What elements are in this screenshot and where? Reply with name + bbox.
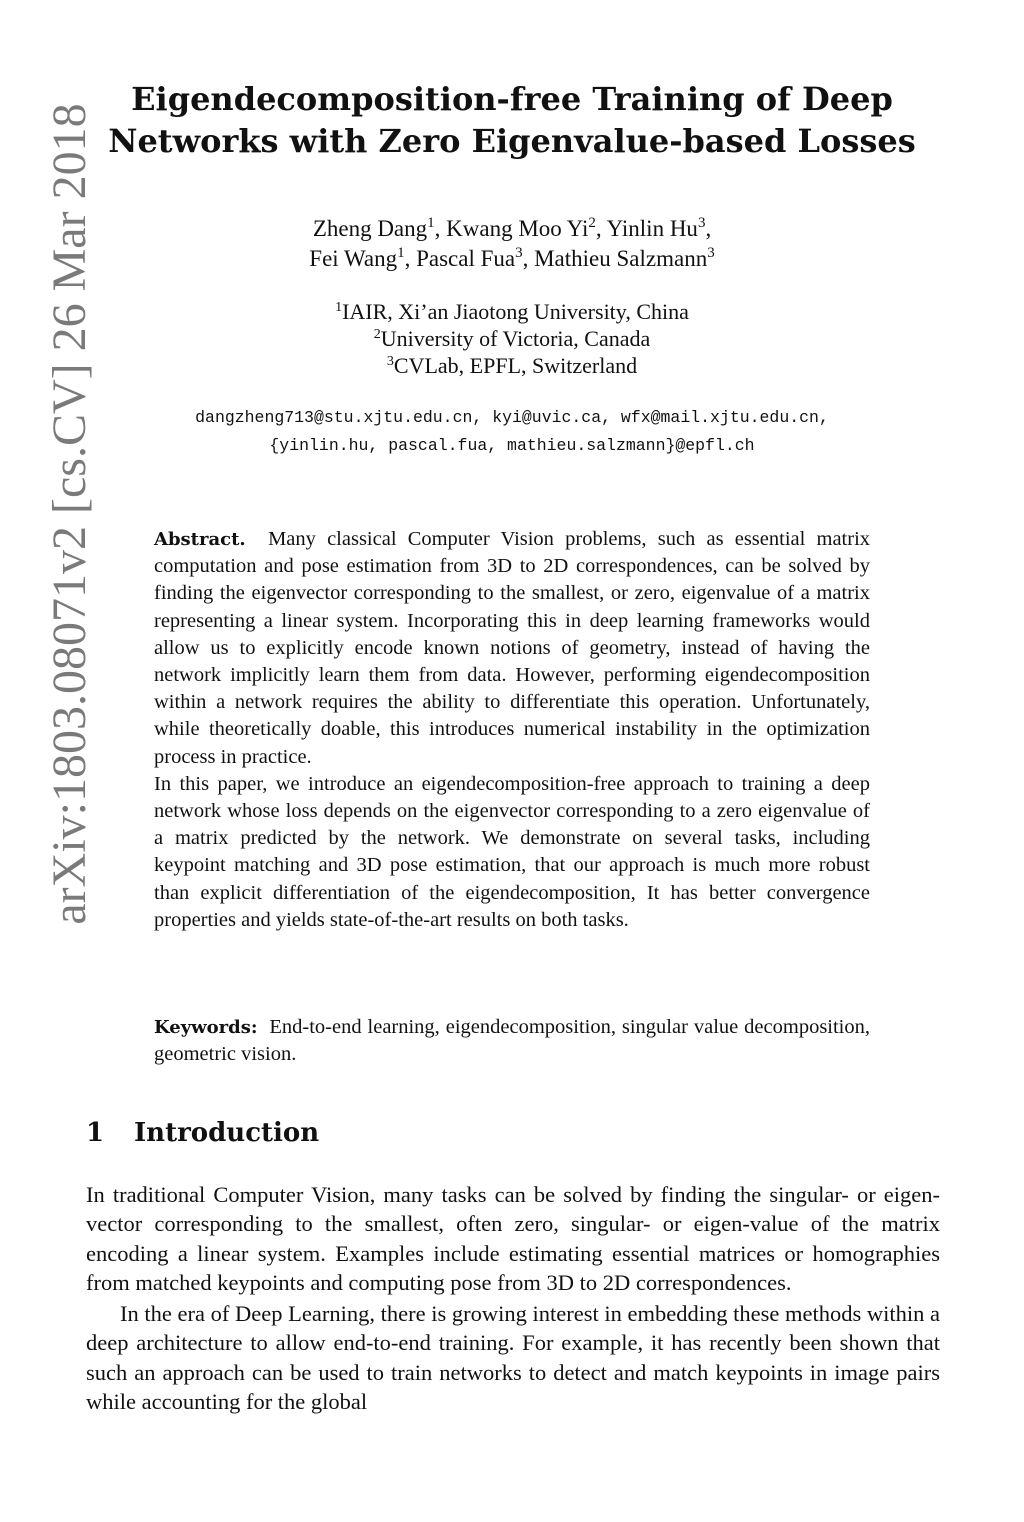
- affiliation-mark: 3: [386, 354, 394, 369]
- author-name: Pascal Fua: [416, 246, 516, 271]
- affiliation-mark: 1: [335, 300, 343, 315]
- author-name: Fei Wang: [309, 246, 398, 271]
- author-affil-mark: 2: [588, 215, 596, 231]
- affiliation: [100, 325, 924, 352]
- author-affil-mark: 1: [427, 215, 435, 231]
- author-affil-mark: 1: [397, 245, 405, 261]
- author-name: Zheng Dang: [312, 216, 428, 241]
- affiliation-text: IAIR, Xi’an Jiaotong University, China: [342, 299, 689, 324]
- author-name: Kwang Moo Yi: [446, 216, 589, 241]
- keywords-text: End-to-end learning, eigendecomposition, singular value decomposition, geometric vision.: [154, 1016, 871, 1066]
- affiliation: [100, 298, 924, 325]
- abstract-text-1: Many classical Computer Vision problems, such as essential matrix computation and pose estimation from 3D to 2D correspondences, can be solved by finding the eigenvector corresponding to the smallest, or zero, eigenvalue of a matrix representing a linear system. Incorporating this in deep learning frameworks would allow us to explicitly encode known notions of geometry, instead of having the network implicitly learn them from data. However, performing eigendecomposition within a network requires the ability to differentiate this operation. Unfortunately, while theoretically doable, this introduces numerical instability in the optimization process in practice.: [154, 528, 871, 768]
- introduction-body: [86, 1180, 940, 1416]
- abstract-label: Abstract.: [154, 529, 246, 550]
- author-affil-mark: 3: [707, 245, 715, 261]
- author-list: [100, 214, 924, 274]
- arxiv-sidebar-stamp: arXiv:1803.08071v2 [cs.CV] 26 Mar 2018: [43, 103, 96, 925]
- abstract-paragraph-1: [154, 526, 870, 771]
- section-number: 1: [86, 1118, 105, 1148]
- affiliation: [100, 352, 924, 379]
- abstract: [154, 526, 870, 934]
- keywords: [154, 1014, 870, 1068]
- section-heading-introduction: [86, 1116, 319, 1150]
- email-line-1: dangzheng713@stu.xjtu.edu.cn, kyi@uvic.ca, wfx@mail.xjtu.edu.cn,: [195, 408, 829, 427]
- author-name: Yinlin Hu: [606, 216, 698, 241]
- title-line-1: Eigendecomposition-free Training of Deep: [131, 80, 893, 118]
- author-emails: [100, 404, 924, 460]
- author-line-2: Fei Wang$^1$, Pascal Fua$^3$, Mathieu Salzmann$^3$: [309, 245, 715, 271]
- affiliation-text: University of Victoria, Canada: [380, 326, 651, 351]
- body-paragraph-2: In the era of Deep Learning, there is growing interest in embedding these methods within a deep architecture to allow end-to-end training. For example, it has recently been shown that such an approach can be used to train networks to detect and match keypoints in image pairs while accounting for the global: [86, 1301, 940, 1415]
- affiliation-text: CVLab, EPFL, Switzerland: [393, 353, 638, 378]
- author-line-1: Zheng Dang$^1$, Kwang Moo Yi$^2$, Yinlin Hu$^3$,: [312, 215, 712, 241]
- affiliation-mark: 2: [373, 327, 381, 342]
- email-line-2: {yinlin.hu, pascal.fua, mathieu.salzmann}@epfl.ch: [269, 436, 755, 455]
- body-paragraph-1: In traditional Computer Vision, many tasks can be solved by finding the singular- or eigen-vector corresponding to the smallest, often zero, singular- or eigen-value of the matrix encoding a linear system. Examples include estimating essential matrices or homographies from matched keypoints and computing pose from 3D to 2D correspondences.: [86, 1182, 940, 1295]
- author-affil-mark: 3: [697, 215, 706, 231]
- paper-title: [100, 78, 924, 162]
- affiliation-list: [100, 298, 924, 379]
- keywords-label: Keywords:: [154, 1017, 258, 1038]
- abstract-paragraph-2: In this paper, we introduce an eigendecomposition-free approach to training a deep network whose loss depends on the eigenvector corresponding to a zero eigenvalue of a matrix predicted by the network. We demonstrate on several tasks, including keypoint matching and 3D pose estimation, that our approach is much more robust than explicit differentiation of the eigendecomposition, It has better convergence properties and yields state-of-the-art results on both tasks.: [154, 772, 870, 931]
- author-name: Mathieu Salzmann: [534, 246, 708, 271]
- author-affil-mark: 3: [515, 245, 523, 261]
- section-title: Introduction: [134, 1118, 320, 1148]
- title-line-2: Networks with Zero Eigenvalue-based Losses: [108, 122, 916, 160]
